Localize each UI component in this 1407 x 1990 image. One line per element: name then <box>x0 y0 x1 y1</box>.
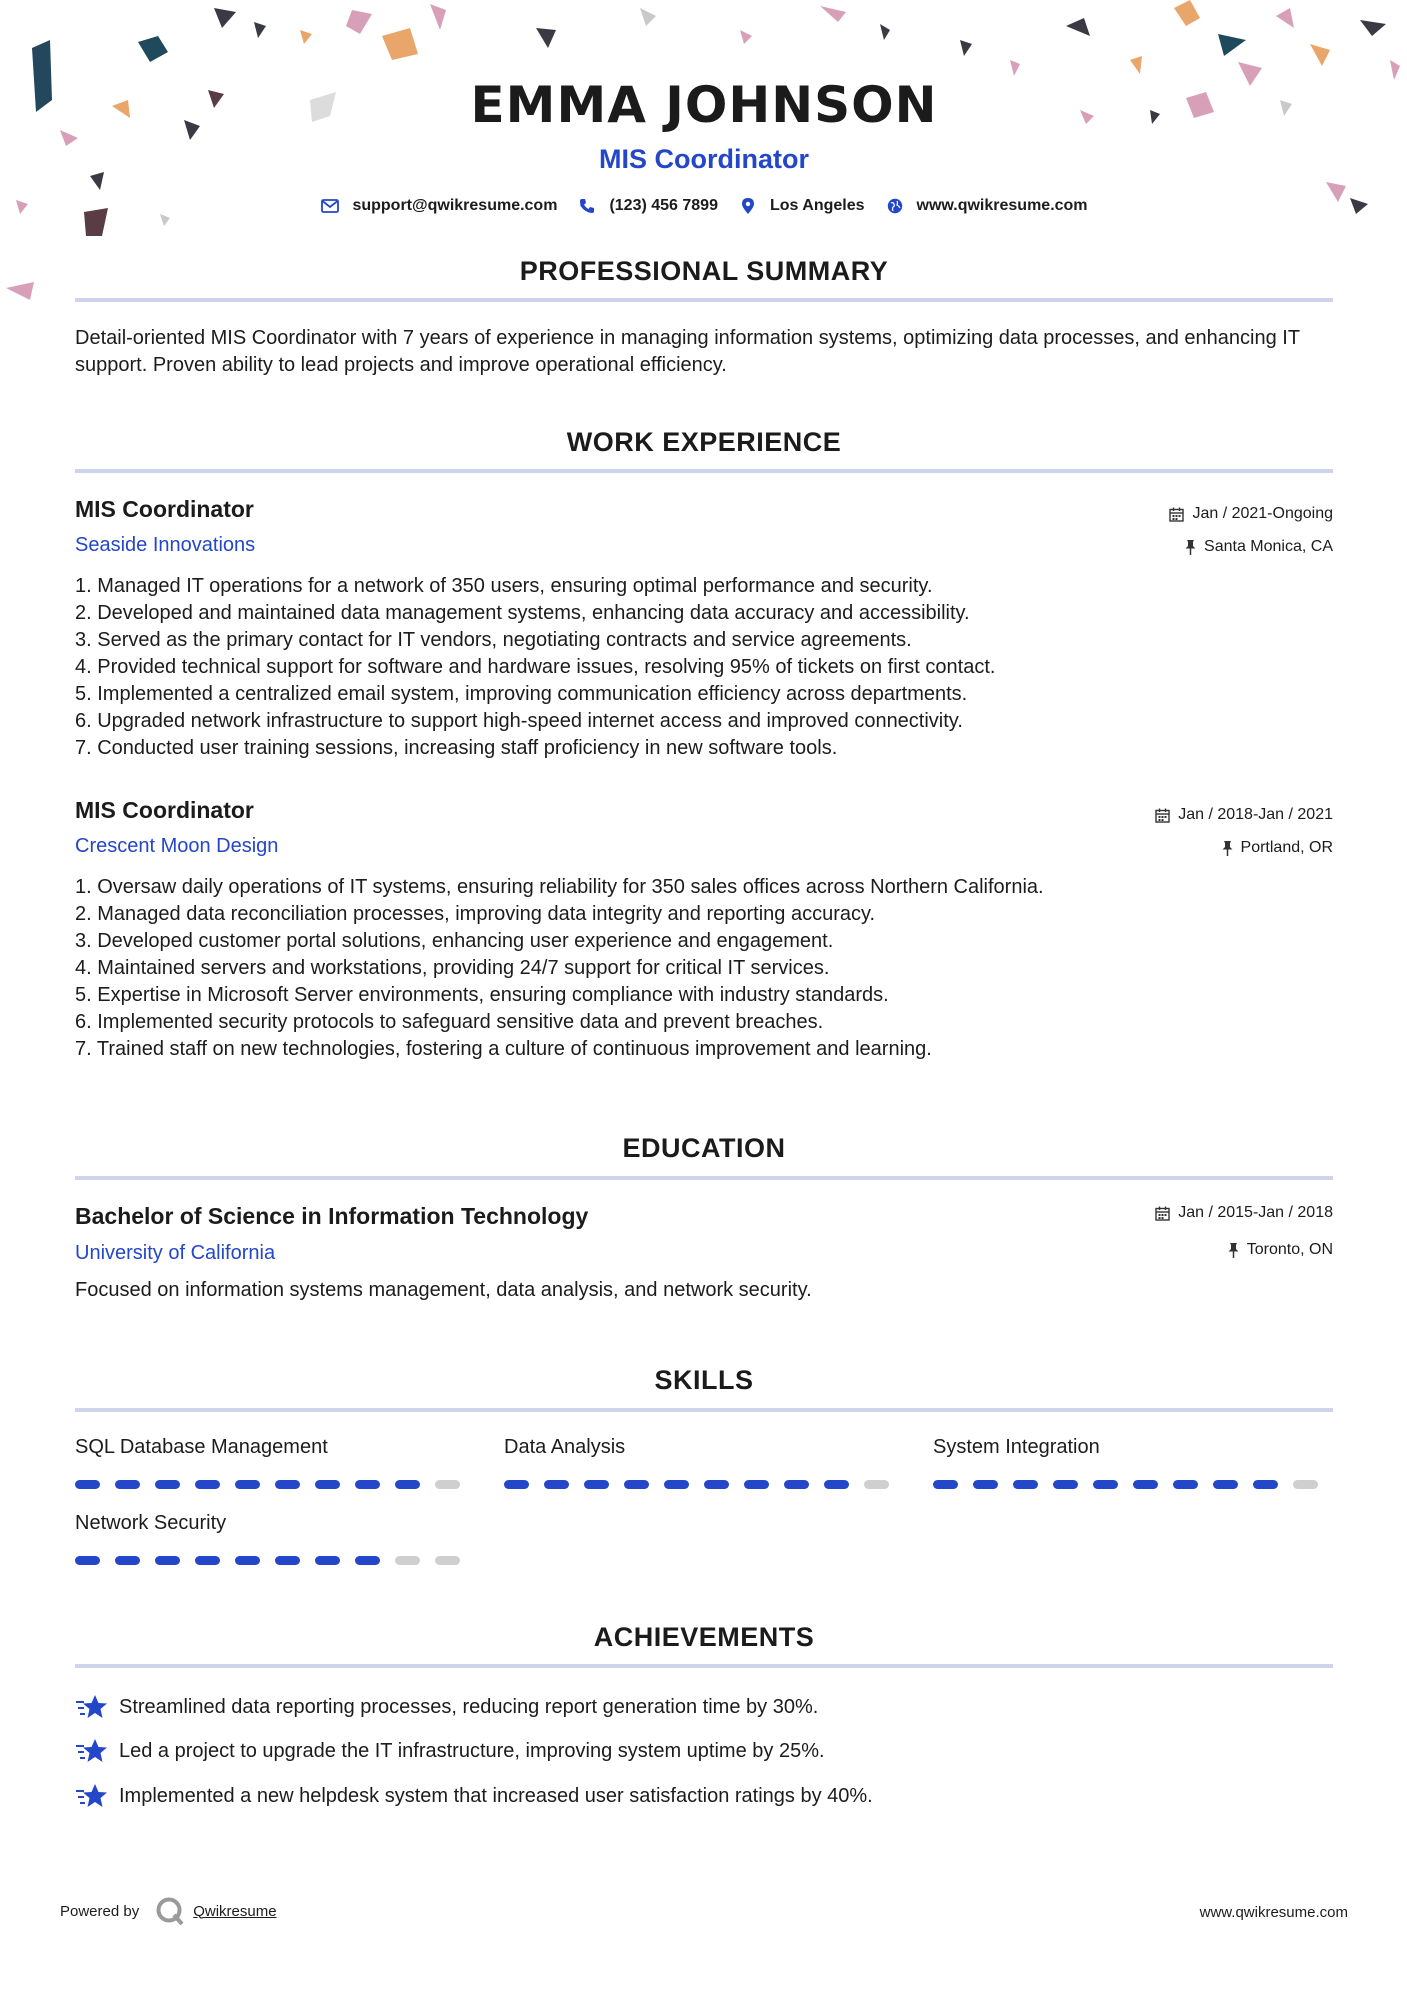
pushpin-icon <box>1228 1243 1239 1258</box>
skill-dash-filled <box>973 1480 998 1489</box>
star-icon <box>75 1781 107 1811</box>
phone-icon <box>577 196 597 216</box>
candidate-name: EMMA JOHNSON <box>470 76 938 134</box>
job-dates-text: Jan / 2021-Ongoing <box>1192 505 1333 522</box>
contact-email[interactable] <box>320 196 557 216</box>
degree-title: Bachelor of Science in Information Technology <box>75 1203 589 1229</box>
powered-by-label: Powered by <box>60 1902 140 1920</box>
skill-dash-filled <box>1133 1480 1158 1489</box>
footer-powered-by <box>60 1896 277 1926</box>
envelope-icon <box>320 196 340 216</box>
skill-dash-filled <box>275 1556 300 1565</box>
list-item: 6. Upgraded network infrastructure to support high-speed internet access and improved connectivity. <box>75 710 963 732</box>
skill-item <box>933 1434 1333 1460</box>
list-item: 7. Trained staff on new technologies, fostering a culture of continuous improvement and learning. <box>75 1038 932 1060</box>
skill-level-bar <box>504 1480 904 1489</box>
company-name: Seaside Innovations <box>75 534 256 556</box>
skill-level-bar <box>75 1556 475 1565</box>
skill-dash-filled <box>155 1556 180 1565</box>
skill-dash-filled <box>544 1480 569 1489</box>
skill-dash-filled <box>744 1480 769 1489</box>
skill-dash-filled <box>195 1556 220 1565</box>
skill-name: SQL Database Management <box>75 1436 328 1458</box>
list-item: 5. Expertise in Microsoft Server environments, ensuring compliance with industry standards. <box>75 984 889 1006</box>
brand-link[interactable]: Qwikresume <box>193 1902 277 1920</box>
skill-dash-filled <box>704 1480 729 1489</box>
job-title: MIS Coordinator <box>75 797 254 823</box>
skill-dash-filled <box>1253 1480 1278 1489</box>
resume-header <box>75 72 1333 216</box>
list-item: 1. Oversaw daily operations of IT systems, ensuring reliability for 350 sales offices across Northern California. <box>75 876 1044 898</box>
skill-dash-empty <box>1293 1480 1318 1489</box>
location-text: Los Angeles <box>769 197 865 214</box>
experience-heading: WORK EXPERIENCE <box>566 427 842 457</box>
skill-dash-filled <box>1173 1480 1198 1489</box>
job-location-text: Santa Monica, CA <box>1204 538 1333 555</box>
footer-url[interactable]: www.qwikresume.com <box>1199 1904 1348 1921</box>
education-description: Focused on information systems management, data analysis, and network security. <box>75 1279 812 1301</box>
list-item: 2. Managed data reconciliation processes, improving data integrity and reporting accuracy. <box>75 903 876 925</box>
education-location <box>1228 1239 1333 1261</box>
achievement-item <box>75 1781 873 1811</box>
skill-dash-filled <box>933 1480 958 1489</box>
skills-heading: SKILLS <box>654 1365 754 1395</box>
education-heading: EDUCATION <box>622 1133 786 1163</box>
skill-dash-filled <box>355 1480 380 1489</box>
qwikresume-logo-icon <box>155 1896 185 1926</box>
skill-dash-filled <box>355 1556 380 1565</box>
job-location <box>1185 536 1333 558</box>
skill-dash-filled <box>155 1480 180 1489</box>
list-item: 1. Managed IT operations for a network of 350 users, ensuring optimal performance and security. <box>75 575 933 597</box>
achievement-item <box>75 1692 818 1722</box>
calendar-icon <box>1155 808 1170 823</box>
contact-location <box>738 196 865 216</box>
pushpin-icon <box>1185 540 1196 555</box>
skill-dash-filled <box>75 1480 100 1489</box>
map-pin-icon <box>738 196 758 216</box>
list-item: 3. Served as the primary contact for IT vendors, negotiating contracts and service agreements. <box>75 629 912 651</box>
company-name: Crescent Moon Design <box>75 835 279 857</box>
achievement-text: Streamlined data reporting processes, reducing report generation time by 30%. <box>119 1695 819 1718</box>
skill-item <box>504 1434 904 1460</box>
education-dates-text: Jan / 2015-Jan / 2018 <box>1178 1204 1333 1221</box>
skill-name: System Integration <box>933 1436 1100 1458</box>
skill-dash-filled <box>504 1480 529 1489</box>
skill-level-bar <box>933 1480 1333 1489</box>
list-item: 4. Provided technical support for software and hardware issues, resolving 95% of tickets on first contact. <box>75 656 996 678</box>
skill-dash-filled <box>235 1480 260 1489</box>
skill-dash-empty <box>395 1556 420 1565</box>
skill-dash-filled <box>664 1480 689 1489</box>
summary-heading: PROFESSIONAL SUMMARY <box>519 256 889 286</box>
skill-name: Data Analysis <box>504 1436 626 1458</box>
skill-name: Network Security <box>75 1512 227 1534</box>
skill-item <box>75 1510 475 1536</box>
achievement-text: Led a project to upgrade the IT infrastructure, improving system uptime by 25%. <box>119 1739 825 1762</box>
job-location <box>1222 837 1333 859</box>
school-name: University of California <box>75 1242 276 1264</box>
contact-website[interactable] <box>885 196 1088 216</box>
section-divider <box>75 469 1333 473</box>
email-text: support@qwikresume.com <box>352 197 558 214</box>
list-item: 4. Maintained servers and workstations, providing 24/7 support for critical IT services. <box>75 957 830 979</box>
globe-icon <box>885 196 905 216</box>
calendar-icon <box>1155 1206 1170 1221</box>
section-divider <box>75 1664 1333 1668</box>
list-item: 2. Developed and maintained data management systems, enhancing data accuracy and accessibility. <box>75 602 970 624</box>
skill-dash-filled <box>315 1480 340 1489</box>
phone-text: (123) 456 7899 <box>609 197 718 214</box>
skill-item <box>75 1434 475 1460</box>
job-location-text: Portland, OR <box>1240 839 1333 856</box>
website-text: www.qwikresume.com <box>916 197 1088 214</box>
contact-bar <box>75 196 1333 216</box>
education-location-text: Toronto, ON <box>1246 1241 1333 1258</box>
section-divider <box>75 298 1333 302</box>
star-icon <box>75 1692 107 1722</box>
candidate-title: MIS Coordinator <box>599 144 809 174</box>
job-dates-text: Jan / 2018-Jan / 2021 <box>1178 806 1333 823</box>
achievements-heading: ACHIEVEMENTS <box>593 1622 815 1652</box>
skill-dash-filled <box>1013 1480 1038 1489</box>
skill-dash-filled <box>275 1480 300 1489</box>
skill-dash-filled <box>235 1556 260 1565</box>
achievement-item <box>75 1736 825 1766</box>
skill-dash-empty <box>435 1556 460 1565</box>
skill-dash-filled <box>1093 1480 1118 1489</box>
education-dates <box>1155 1202 1333 1224</box>
skill-dash-filled <box>584 1480 609 1489</box>
list-item: 7. Conducted user training sessions, increasing staff proficiency in new software tools. <box>75 737 838 759</box>
skill-dash-filled <box>315 1556 340 1565</box>
skill-dash-filled <box>824 1480 849 1489</box>
star-icon <box>75 1736 107 1766</box>
skill-dash-filled <box>115 1556 140 1565</box>
skill-dash-empty <box>864 1480 889 1489</box>
skill-dash-filled <box>395 1480 420 1489</box>
list-item: 5. Implemented a centralized email system, improving communication efficiency across departments. <box>75 683 968 705</box>
calendar-icon <box>1169 507 1184 522</box>
skill-dash-filled <box>1053 1480 1078 1489</box>
summary-text: Detail-oriented MIS Coordinator with 7 years of experience in managing information systems, optimizing data processes, and enhancing IT support. Proven ability to lead projects and improve operational efficiency. <box>75 327 1300 376</box>
skill-level-bar <box>75 1480 475 1489</box>
job-title: MIS Coordinator <box>75 496 254 522</box>
section-divider <box>75 1176 1333 1180</box>
skill-dash-filled <box>75 1556 100 1565</box>
job-dates <box>1169 503 1333 525</box>
job-dates <box>1155 804 1333 826</box>
contact-phone[interactable] <box>577 196 718 216</box>
skill-dash-filled <box>784 1480 809 1489</box>
skill-dash-filled <box>1213 1480 1238 1489</box>
achievement-text: Implemented a new helpdesk system that increased user satisfaction ratings by 40%. <box>119 1784 873 1807</box>
job-bullets <box>75 573 1333 762</box>
section-divider <box>75 1408 1333 1412</box>
job-bullets <box>75 874 1333 1063</box>
list-item: 3. Developed customer portal solutions, enhancing user experience and engagement. <box>75 930 834 952</box>
skill-dash-filled <box>624 1480 649 1489</box>
skill-dash-empty <box>435 1480 460 1489</box>
pushpin-icon <box>1222 841 1233 856</box>
skill-dash-filled <box>115 1480 140 1489</box>
skill-dash-filled <box>195 1480 220 1489</box>
list-item: 6. Implemented security protocols to safeguard sensitive data and prevent breaches. <box>75 1011 824 1033</box>
